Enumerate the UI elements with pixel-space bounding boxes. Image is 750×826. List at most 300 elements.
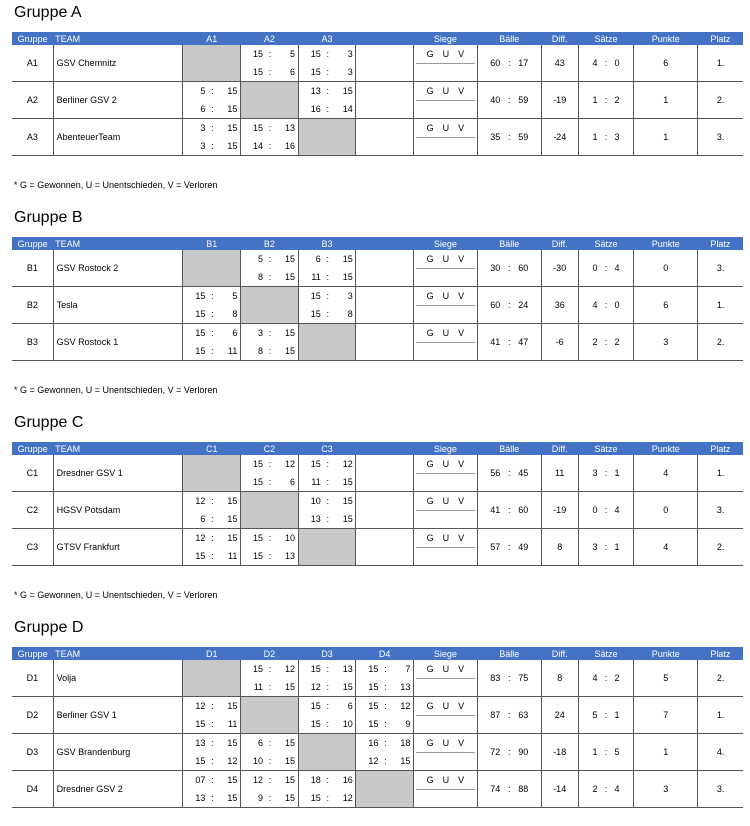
score-opponent: 12 [227,756,238,766]
balls-cell [477,324,541,361]
header-gruppe: Gruppe [12,237,53,250]
score-own: 12 [310,682,321,692]
guv-u: U [442,775,450,785]
saetze-separator: : [604,468,608,478]
score-opponent: 5 [232,291,238,301]
match-result [356,697,414,734]
score-opponent: 3 [347,67,353,77]
match-result [356,734,414,771]
empty-cell [356,287,414,324]
score-opponent: 5 [290,49,296,59]
saetze-lost: 2 [614,337,620,347]
saetze-cell [578,119,634,156]
score-opponent: 15 [227,496,238,506]
score-separator: : [326,104,329,114]
balls-lost: 75 [518,673,529,683]
score-separator: : [268,328,272,338]
platz-cell: 1. [698,287,743,324]
score-separator: : [211,496,214,506]
balls-lost: 90 [518,747,529,757]
header-platz: Platz [698,32,743,45]
set-score [356,678,413,696]
score-separator: : [211,701,214,711]
set-scores [299,492,356,528]
guv-labels [416,492,475,511]
balls-lost: 60 [518,263,529,273]
team-name: GSV Rostock 1 [53,324,183,361]
match-result [183,771,241,808]
match-result [298,492,356,529]
diff-cell: 8 [541,529,578,566]
saetze-score [579,747,634,757]
saetze-score [579,505,634,515]
score-separator: : [268,123,272,133]
balls-score [478,673,541,683]
balls-cell [477,119,541,156]
score-own: 5 [258,254,264,264]
score-separator: : [326,67,329,77]
set-score [183,137,240,155]
balls-won: 60 [490,58,501,68]
set-scores [183,287,240,323]
punkte-cell: 6 [634,45,698,82]
score-own: 15 [310,793,321,803]
score-opponent: 10 [342,719,353,729]
punkte-cell: 6 [634,287,698,324]
score-separator: : [326,309,329,319]
header-baelle: Bälle [477,442,541,455]
score-separator: : [268,756,272,766]
score-own: 6 [258,738,264,748]
guv-labels [416,324,475,343]
header-platz: Platz [698,647,743,660]
guv-u: U [442,738,450,748]
score-opponent: 6 [232,328,238,338]
score-own: 12 [253,775,264,785]
guv-v: V [458,49,465,59]
siege-cell [414,529,478,566]
guv-labels [416,734,475,753]
set-score [241,734,298,752]
saetze-cell [578,492,634,529]
team-name: GSV Rostock 2 [53,250,183,287]
set-score [241,547,298,565]
guv-g: G [426,496,434,506]
guv-box [414,734,477,770]
score-separator: : [211,346,214,356]
siege-cell [414,250,478,287]
team-code: B1 [12,250,53,287]
set-score [183,119,240,137]
guv-labels [416,697,475,716]
set-score [241,789,298,807]
header-platz: Platz [698,237,743,250]
diff-cell: 24 [541,697,578,734]
team-code: A1 [12,45,53,82]
set-score [299,678,356,696]
match-result [298,771,356,808]
balls-separator: : [507,710,511,720]
platz-cell: 4. [698,734,743,771]
balls-score [478,300,541,310]
guv-v: V [458,496,465,506]
team-name: GSV Chemnitz [53,45,183,82]
score-opponent: 15 [400,756,411,766]
balls-score [478,263,541,273]
saetze-separator: : [604,95,608,105]
score-separator: : [384,701,387,711]
guv-g: G [426,664,434,674]
saetze-separator: : [604,673,608,683]
set-scores [299,250,356,286]
guv-box [414,119,477,155]
header-baelle: Bälle [477,647,541,660]
score-separator: : [268,664,272,674]
score-own: 15 [310,309,321,319]
set-score [299,660,356,678]
score-separator: : [211,551,214,561]
saetze-separator: : [604,710,608,720]
score-own: 12 [368,756,379,766]
header-saetze: Sätze [578,32,634,45]
score-separator: : [211,533,214,543]
diff-cell: -14 [541,771,578,808]
set-scores [183,324,240,360]
guv-box [414,492,477,528]
balls-score [478,95,541,105]
score-opponent: 12 [285,664,296,674]
set-scores [183,82,240,118]
score-own: 10 [253,756,264,766]
score-opponent: 15 [342,682,353,692]
saetze-separator: : [604,58,608,68]
score-separator: : [211,756,214,766]
set-score [299,250,356,268]
score-separator: : [326,272,329,282]
guv-values [414,511,477,528]
score-own: 07 [195,775,206,785]
guv-box [414,529,477,565]
header-team: TEAM [53,32,183,45]
score-own: 15 [310,49,321,59]
set-scores [241,660,298,696]
balls-cell [477,250,541,287]
saetze-cell [578,45,634,82]
punkte-cell: 1 [634,119,698,156]
balls-lost: 45 [518,468,529,478]
guv-values [414,790,477,807]
match-result [298,45,356,82]
set-score [299,473,356,491]
score-separator: : [384,738,387,748]
score-separator: : [211,328,214,338]
score-separator: : [268,346,272,356]
balls-lost: 47 [518,337,529,347]
balls-won: 30 [490,263,501,273]
siege-cell [414,697,478,734]
balls-lost: 88 [518,784,529,794]
score-separator: : [211,719,214,729]
header-opponent-a3: A3 [298,32,356,45]
match-result [298,82,356,119]
balls-cell [477,287,541,324]
guv-box [414,250,477,286]
balls-lost: 59 [518,132,529,142]
header-team: TEAM [53,442,183,455]
guv-box [414,324,477,360]
score-separator: : [268,254,272,264]
score-opponent: 12 [285,459,296,469]
score-own: 15 [310,291,321,301]
score-separator: : [211,141,214,151]
balls-cell [477,455,541,492]
guv-box [414,82,477,118]
match-result [241,45,299,82]
score-own: 3 [200,123,206,133]
empty-cell [356,82,414,119]
team-name: GSV Brandenburg [53,734,183,771]
guv-v: V [458,459,465,469]
set-scores [299,771,356,807]
guv-u: U [442,291,450,301]
guv-g: G [426,533,434,543]
match-result [183,119,241,156]
guv-box [414,771,477,807]
saetze-lost: 1 [614,468,620,478]
header-diff: Diff. [541,647,578,660]
guv-v: V [458,775,465,785]
guv-g: G [426,775,434,785]
guv-values [414,101,477,118]
set-score [183,697,240,715]
punkte-cell: 0 [634,250,698,287]
score-opponent: 7 [405,664,411,674]
saetze-won: 0 [592,505,598,515]
siege-cell [414,82,478,119]
platz-cell: 3. [698,771,743,808]
saetze-score [579,673,634,683]
score-own: 5 [200,86,206,96]
set-score [241,250,298,268]
set-scores [299,82,356,118]
self-match-cell [183,250,241,287]
empty-cell [356,250,414,287]
set-score [299,100,356,118]
score-opponent: 15 [285,793,296,803]
balls-won: 57 [490,542,501,552]
siege-cell [414,119,478,156]
empty-cell [356,529,414,566]
set-score [299,82,356,100]
legend-footnote: * G = Gewonnen, U = Unentschieden, V = Verloren [14,385,218,395]
set-score [183,492,240,510]
set-score [183,734,240,752]
score-separator: : [326,477,329,487]
guv-values [414,716,477,733]
saetze-won: 4 [592,58,598,68]
score-opponent: 3 [347,49,353,59]
balls-lost: 60 [518,505,529,515]
score-opponent: 15 [227,141,238,151]
diff-cell: 36 [541,287,578,324]
set-score [183,752,240,770]
table-row [12,771,743,808]
score-own: 15 [310,67,321,77]
score-own: 16 [310,104,321,114]
saetze-score [579,132,634,142]
platz-cell: 3. [698,250,743,287]
set-score [241,771,298,789]
header-baelle: Bälle [477,237,541,250]
guv-u: U [442,86,450,96]
team-name: Berliner GSV 2 [53,82,183,119]
match-result [241,250,299,287]
saetze-cell [578,82,634,119]
balls-won: 35 [490,132,501,142]
score-separator: : [268,477,272,487]
empty-cell [356,119,414,156]
balls-cell [477,492,541,529]
saetze-won: 3 [592,468,598,478]
guv-labels [416,82,475,101]
standings-table [12,32,743,156]
set-scores [356,660,413,696]
guv-g: G [426,291,434,301]
score-own: 6 [315,254,321,264]
balls-score [478,505,541,515]
score-opponent: 15 [342,496,353,506]
set-score [241,455,298,473]
score-opponent: 14 [342,104,353,114]
score-own: 15 [253,551,264,561]
self-match-cell [298,324,356,361]
score-opponent: 3 [347,291,353,301]
score-opponent: 15 [285,328,296,338]
score-opponent: 15 [285,682,296,692]
score-own: 15 [310,701,321,711]
balls-won: 40 [490,95,501,105]
balls-score [478,784,541,794]
set-scores [241,119,298,155]
balls-score [478,542,541,552]
set-score [241,342,298,360]
score-own: 15 [310,459,321,469]
score-separator: : [211,738,214,748]
set-score [183,82,240,100]
score-opponent: 15 [342,272,353,282]
set-score [299,492,356,510]
table-row [12,697,743,734]
punkte-cell: 4 [634,455,698,492]
score-separator: : [268,272,272,282]
platz-cell: 2. [698,82,743,119]
balls-cell [477,660,541,697]
match-result [241,324,299,361]
header-siege: Siege [414,32,478,45]
balls-lost: 63 [518,710,529,720]
score-own: 3 [200,141,206,151]
table-row [12,734,743,771]
score-separator: : [384,682,387,692]
saetze-score [579,300,634,310]
siege-cell [414,771,478,808]
score-opponent: 15 [285,756,296,766]
team-code: B2 [12,287,53,324]
score-opponent: 6 [290,477,296,487]
score-own: 16 [368,738,379,748]
saetze-separator: : [604,337,608,347]
match-result [183,324,241,361]
header-empty [356,32,414,45]
balls-score [478,468,541,478]
header-empty [356,442,414,455]
set-score [241,63,298,81]
score-own: 15 [310,664,321,674]
header-opponent-d3: D3 [298,647,356,660]
saetze-won: 1 [592,132,598,142]
match-result [183,529,241,566]
guv-labels [416,660,475,679]
guv-g: G [426,86,434,96]
balls-cell [477,771,541,808]
saetze-score [579,542,634,552]
balls-score [478,132,541,142]
balls-separator: : [507,673,511,683]
saetze-won: 4 [592,673,598,683]
score-own: 15 [253,459,264,469]
match-result [241,734,299,771]
match-result [183,82,241,119]
set-scores [241,45,298,81]
set-scores [183,771,240,807]
self-match-cell [356,771,414,808]
diff-cell: 11 [541,455,578,492]
score-separator: : [211,775,214,785]
guv-labels [416,250,475,269]
guv-u: U [442,254,450,264]
set-score [299,268,356,286]
saetze-cell [578,250,634,287]
saetze-score [579,58,634,68]
header-siege: Siege [414,237,478,250]
guv-v: V [458,254,465,264]
score-opponent: 10 [285,533,296,543]
score-opponent: 15 [227,701,238,711]
header-row [12,647,743,660]
saetze-separator: : [604,542,608,552]
set-score [299,771,356,789]
score-own: 18 [310,775,321,785]
header-opponent-b3: B3 [298,237,356,250]
punkte-cell: 5 [634,660,698,697]
standings-table [12,647,743,808]
header-siege: Siege [414,647,478,660]
score-own: 15 [195,756,206,766]
punkte-cell: 1 [634,734,698,771]
self-match-cell [241,492,299,529]
score-opponent: 12 [400,701,411,711]
score-opponent: 15 [285,775,296,785]
guv-values [414,474,477,491]
match-result [183,287,241,324]
score-own: 12 [195,533,206,543]
score-own: 8 [258,272,264,282]
guv-values [414,64,477,81]
score-opponent: 15 [285,346,296,356]
punkte-cell: 1 [634,82,698,119]
balls-score [478,710,541,720]
saetze-won: 3 [592,542,598,552]
